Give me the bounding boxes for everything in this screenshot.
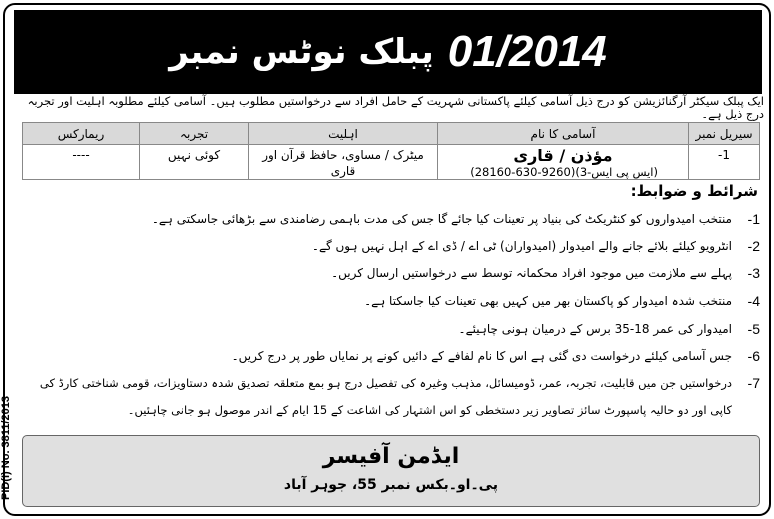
cell-remarks: ---- bbox=[23, 145, 140, 180]
term-text: منتخب شدہ امیدوار کو پاکستان بھر میں کہیں بھی تعینات کیا جاسکتا ہے۔ bbox=[364, 294, 732, 308]
cell-experience: کوئی نہیں bbox=[140, 145, 249, 180]
term-number: 4- bbox=[747, 293, 760, 309]
notice-number: 01/2014 bbox=[447, 27, 607, 76]
term-number: 2- bbox=[747, 238, 760, 254]
term-item bbox=[15, 370, 760, 424]
signatory-title: ایڈمن آفیسر bbox=[322, 444, 460, 469]
col-serial: سیریل نمبر bbox=[689, 123, 760, 145]
term-number: 1- bbox=[747, 211, 760, 227]
term-item bbox=[50, 316, 760, 343]
intro-text: ایک پبلک سیکٹر آرگنائزیشن کو درج ذیل آسامی کیلئے پاکستانی شہریت کے حامل افراد سے درخواستیں مطلوب ہیں۔ آسامی کیلئے مطلوبہ اہلیت اور تجربہ درج ذیل ہے۔ bbox=[27, 94, 764, 121]
term-text: امیدوار کی عمر 18-35 برس کے درمیان ہونی چاہیئے۔ bbox=[458, 322, 732, 336]
posts-table bbox=[22, 122, 760, 180]
term-text: جس آسامی کیلئے درخواست دی گئی ہے اس کا نام لفافے کے دائیں کونے پر نمایاں طور پر درج کریں۔ bbox=[231, 349, 732, 363]
col-qualification: اہلیت bbox=[249, 123, 438, 145]
notice-header bbox=[14, 10, 762, 94]
cell-serial: 1- bbox=[689, 145, 760, 180]
term-text: درخواستیں جن میں قابلیت، تجربہ، عمر، ڈومیسائل، مذہب وغیرہ کی تفصیل درج ہو بمع متعلقہ تصدیق شدہ دستاویزات، قومی شناختی کارڈ کی کاپی اور دو حالیہ پاسپورٹ سائز تصاویر زیر دستخطی کو اس اشتہار کی اشاعت کے 15 ایام کے اندر موصول ہو جانی چاہئیں۔ bbox=[39, 376, 732, 417]
term-number: 7- bbox=[747, 375, 760, 391]
cell-post bbox=[438, 145, 689, 180]
col-remarks: ریمارکس bbox=[23, 123, 140, 145]
table-row bbox=[23, 145, 760, 180]
cell-qualification: میٹرک / مساوی، حافظ قرآن اور قاری bbox=[249, 145, 438, 180]
term-item bbox=[50, 260, 760, 287]
table-header-row bbox=[23, 123, 760, 145]
term-item bbox=[50, 206, 760, 233]
col-experience: تجربہ bbox=[140, 123, 249, 145]
term-number: 3- bbox=[747, 265, 760, 281]
term-item bbox=[50, 233, 760, 260]
signatory-address: پی۔او۔بکس نمبر 55، جوہر آباد bbox=[283, 477, 499, 493]
notice-title: پبلک نوٹس نمبر bbox=[169, 32, 434, 72]
term-item bbox=[50, 343, 760, 370]
term-number: 6- bbox=[747, 348, 760, 364]
col-post: آسامی کا نام bbox=[438, 123, 689, 145]
term-text: انٹرویو کیلئے بلائے جانے والے امیدوار (امیدواران) ٹی اے / ڈی اے کے اہل نہیں ہوں گے۔ bbox=[311, 239, 732, 253]
term-number: 5- bbox=[747, 321, 760, 337]
term-text: منتخب امیدواروں کو کنٹریکٹ کی بنیاد پر تعینات کیا جائے گا جس کی مدت باہمی رضامندی سے بڑھائی جاسکتی ہے۔ bbox=[151, 212, 732, 226]
post-name: مؤذن / قاری bbox=[513, 146, 613, 165]
post-code: (ایس پی ایس-3)(9260-630-28160) bbox=[470, 165, 658, 179]
terms-heading: شرائط و ضوابط: bbox=[630, 182, 758, 200]
signatory-box bbox=[22, 435, 760, 507]
term-item bbox=[50, 288, 760, 315]
term-text: پہلے سے ملازمت میں موجود افراد محکمانہ توسط سے درخواستیں ارسال کریں۔ bbox=[331, 266, 732, 280]
pid-number: PID(I) No. 3811/2013 bbox=[0, 396, 12, 500]
